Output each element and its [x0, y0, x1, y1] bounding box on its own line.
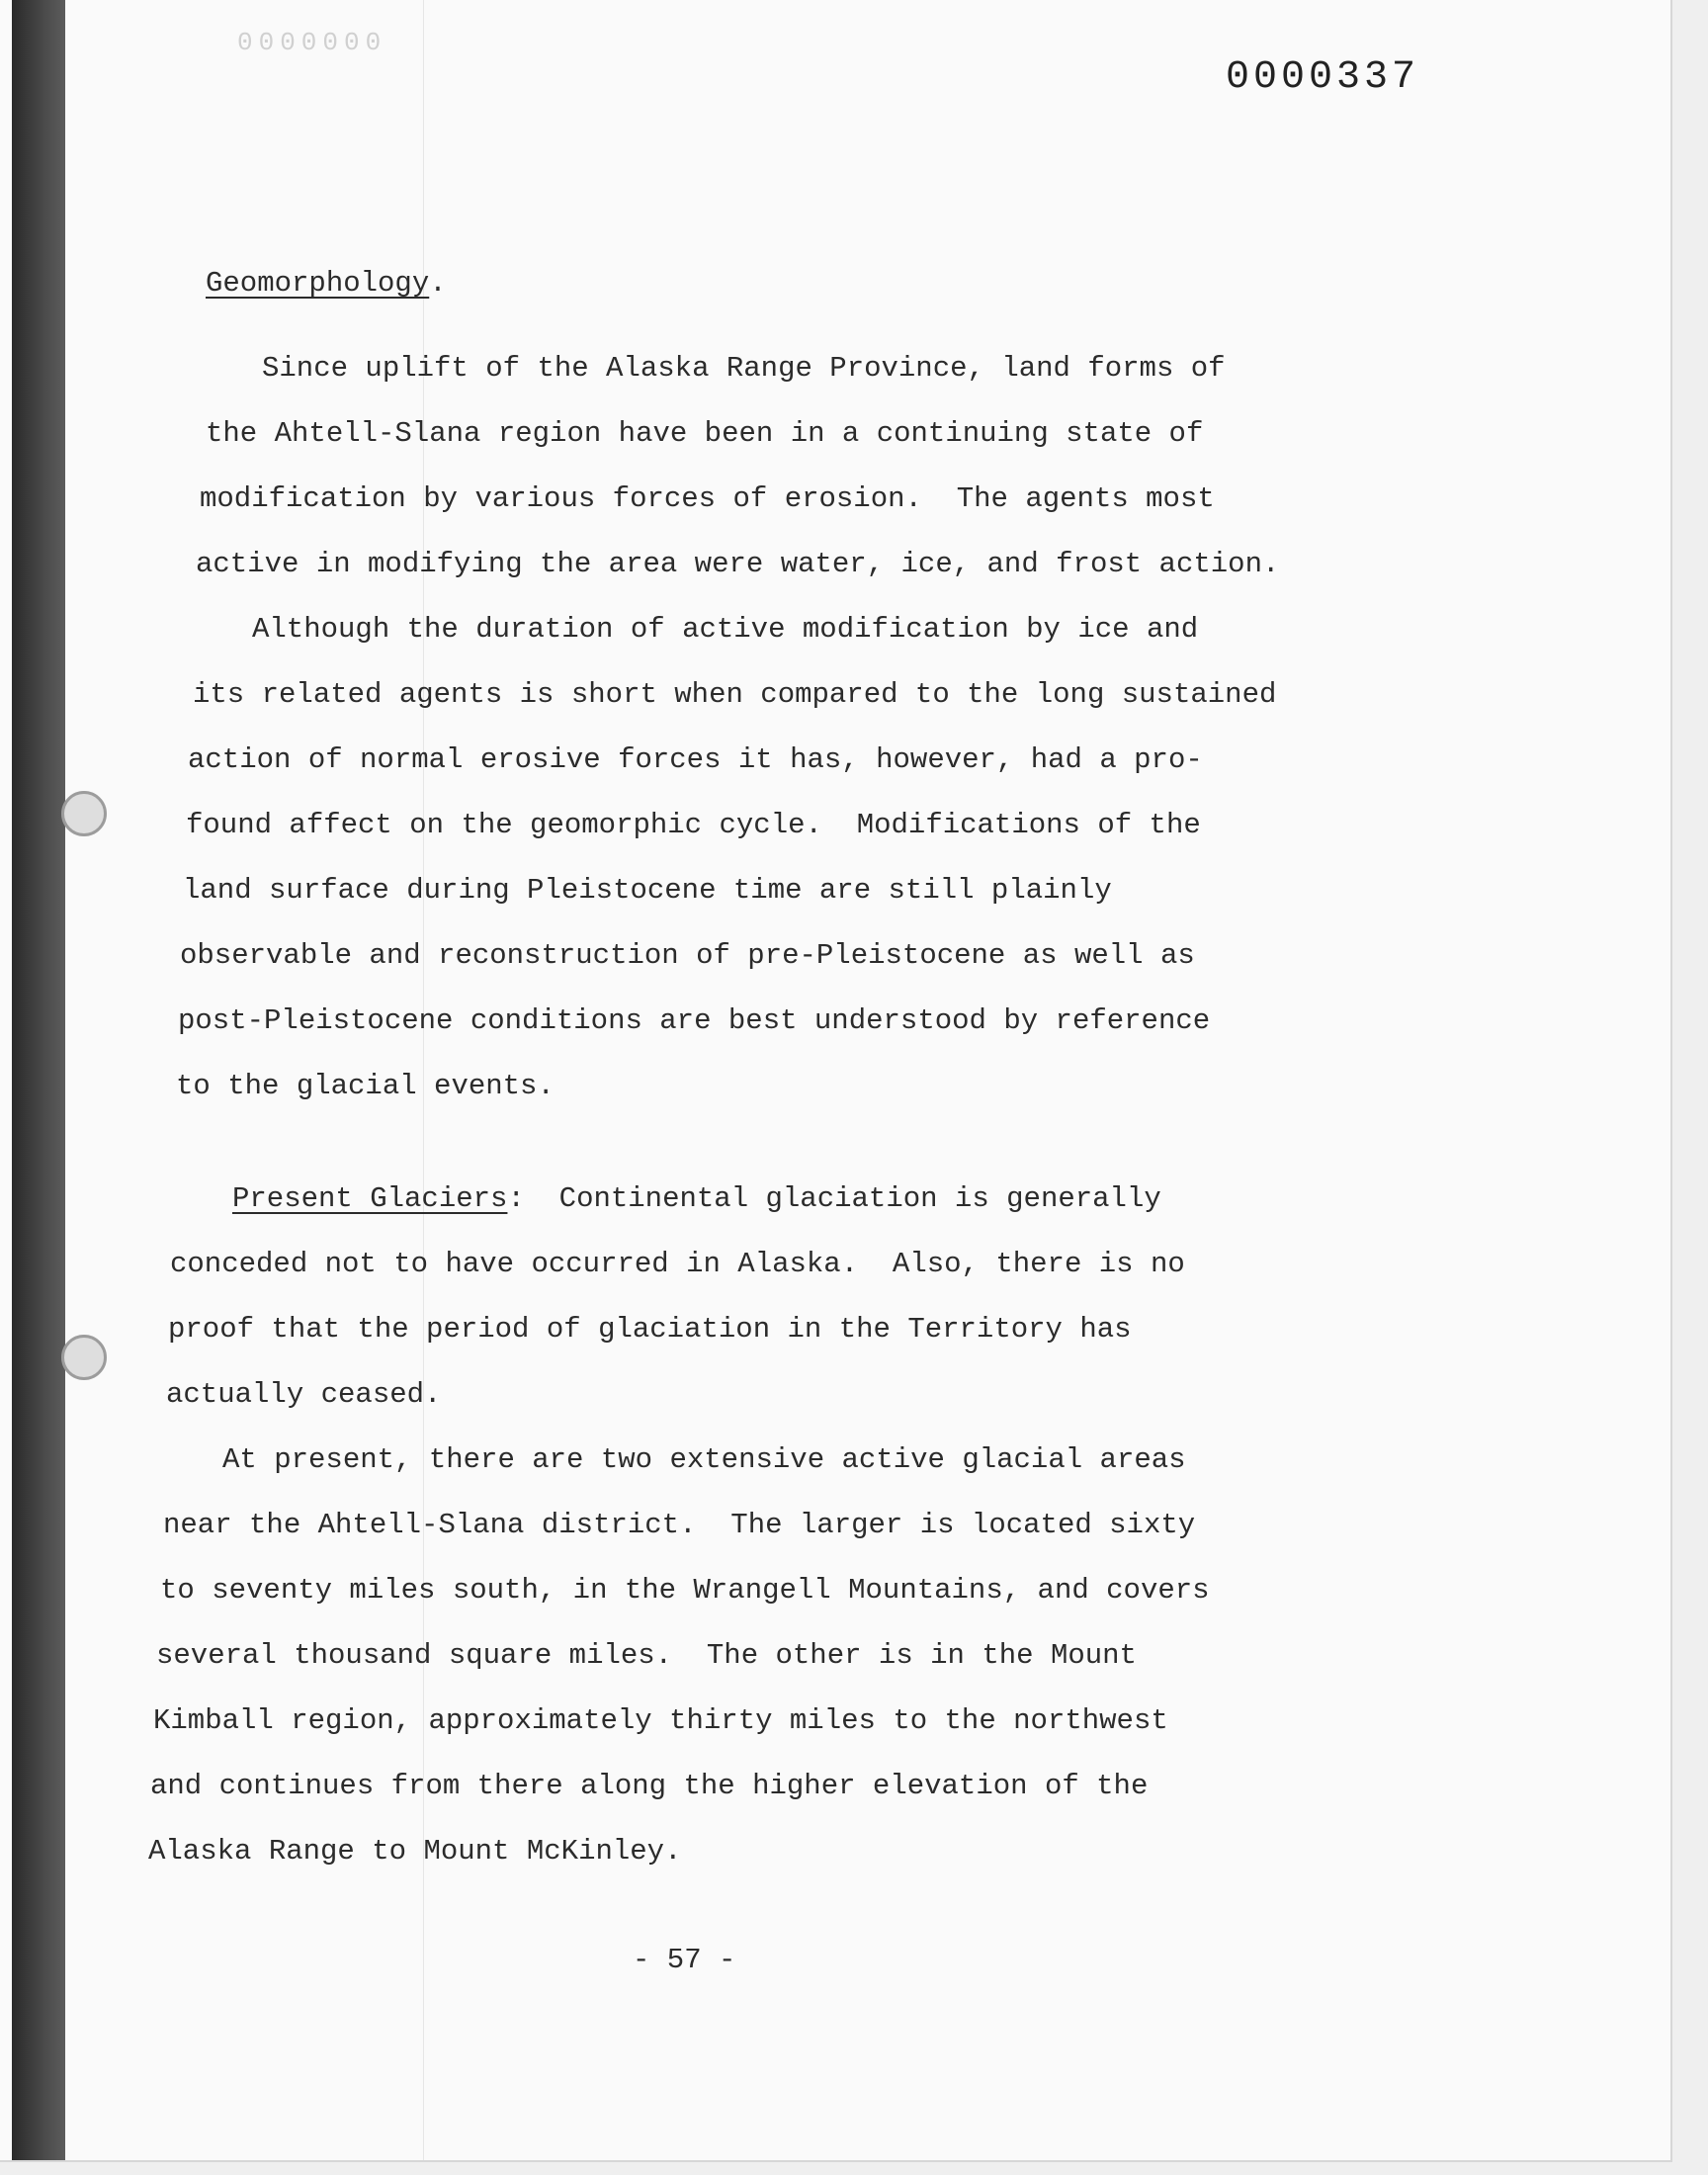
punch-hole-upper: [61, 791, 107, 836]
faint-stamp: 0000000: [237, 28, 387, 57]
paragraph-line: Kimball region, approximately thirty miles to the northwest: [153, 1704, 1168, 1737]
paragraph-line: post-Pleistocene conditions are best understood by reference: [178, 1004, 1211, 1037]
paragraph-line: action of normal erosive forces it has, however, had a pro-: [188, 743, 1203, 776]
subheading-punctuation: :: [507, 1182, 525, 1215]
paragraph-line: At present, there are two extensive active glacial areas: [222, 1443, 1186, 1476]
paragraph-first-line-rest: Continental glaciation is generally: [524, 1182, 1161, 1215]
paragraph-line: and continues from there along the higher elevation of the: [150, 1770, 1149, 1802]
present-glaciers-subheading: Present Glaciers: [232, 1182, 508, 1215]
paragraph-line: to seventy miles south, in the Wrangell Mountains, and covers: [160, 1574, 1210, 1607]
paragraph-line: active in modifying the area were water, ice, and frost action.: [196, 548, 1280, 580]
document-stamp-number: 0000337: [1226, 55, 1420, 100]
paragraph-first-line: [138, 1167, 1423, 1232]
paragraph-4: [138, 1428, 1423, 1884]
paragraph-line: near the Ahtell-Slana district. The larger is located sixty: [163, 1509, 1196, 1541]
paragraph-line: proof that the period of glaciation in the Territory has: [168, 1313, 1132, 1346]
paragraph-line: Although the duration of active modification by ice and: [252, 613, 1199, 646]
section-heading-punctuation: .: [429, 267, 447, 300]
punch-hole-lower: [61, 1335, 107, 1380]
paragraph-line: observable and reconstruction of pre-Pleistocene as well as: [180, 939, 1195, 972]
page-number: - 57 -: [633, 1944, 736, 1976]
paragraph-line: actually ceased.: [166, 1378, 442, 1411]
paragraph-line: its related agents is short when compared to the long sustained: [193, 678, 1277, 711]
binding-strip: [12, 0, 65, 2160]
paragraph-3: [138, 1167, 1423, 1428]
paragraph-line: land surface during Pleistocene time are still plainly: [183, 874, 1112, 907]
section-heading: [206, 267, 447, 300]
paragraph-line: Since uplift of the Alaska Range Province, land forms of: [262, 352, 1226, 385]
paragraph-line: found affect on the geomorphic cycle. Modifications of the: [186, 809, 1201, 841]
paragraph-line: to the glacial events.: [176, 1070, 555, 1102]
paragraph-line: conceded not to have occurred in Alaska. Also, there is no: [170, 1248, 1185, 1280]
paragraph-line: modification by various forces of erosion. The agents most: [200, 482, 1215, 515]
paragraph-1: [138, 336, 1423, 597]
paragraph-line: Alaska Range to Mount McKinley.: [148, 1835, 682, 1868]
paragraph-line: the Ahtell-Slana region have been in a continuing state of: [206, 417, 1204, 450]
paragraph-2: [138, 597, 1423, 1119]
paragraph-line: several thousand square miles. The other is in the Mount: [156, 1639, 1137, 1672]
section-heading-title: Geomorphology: [206, 267, 430, 300]
